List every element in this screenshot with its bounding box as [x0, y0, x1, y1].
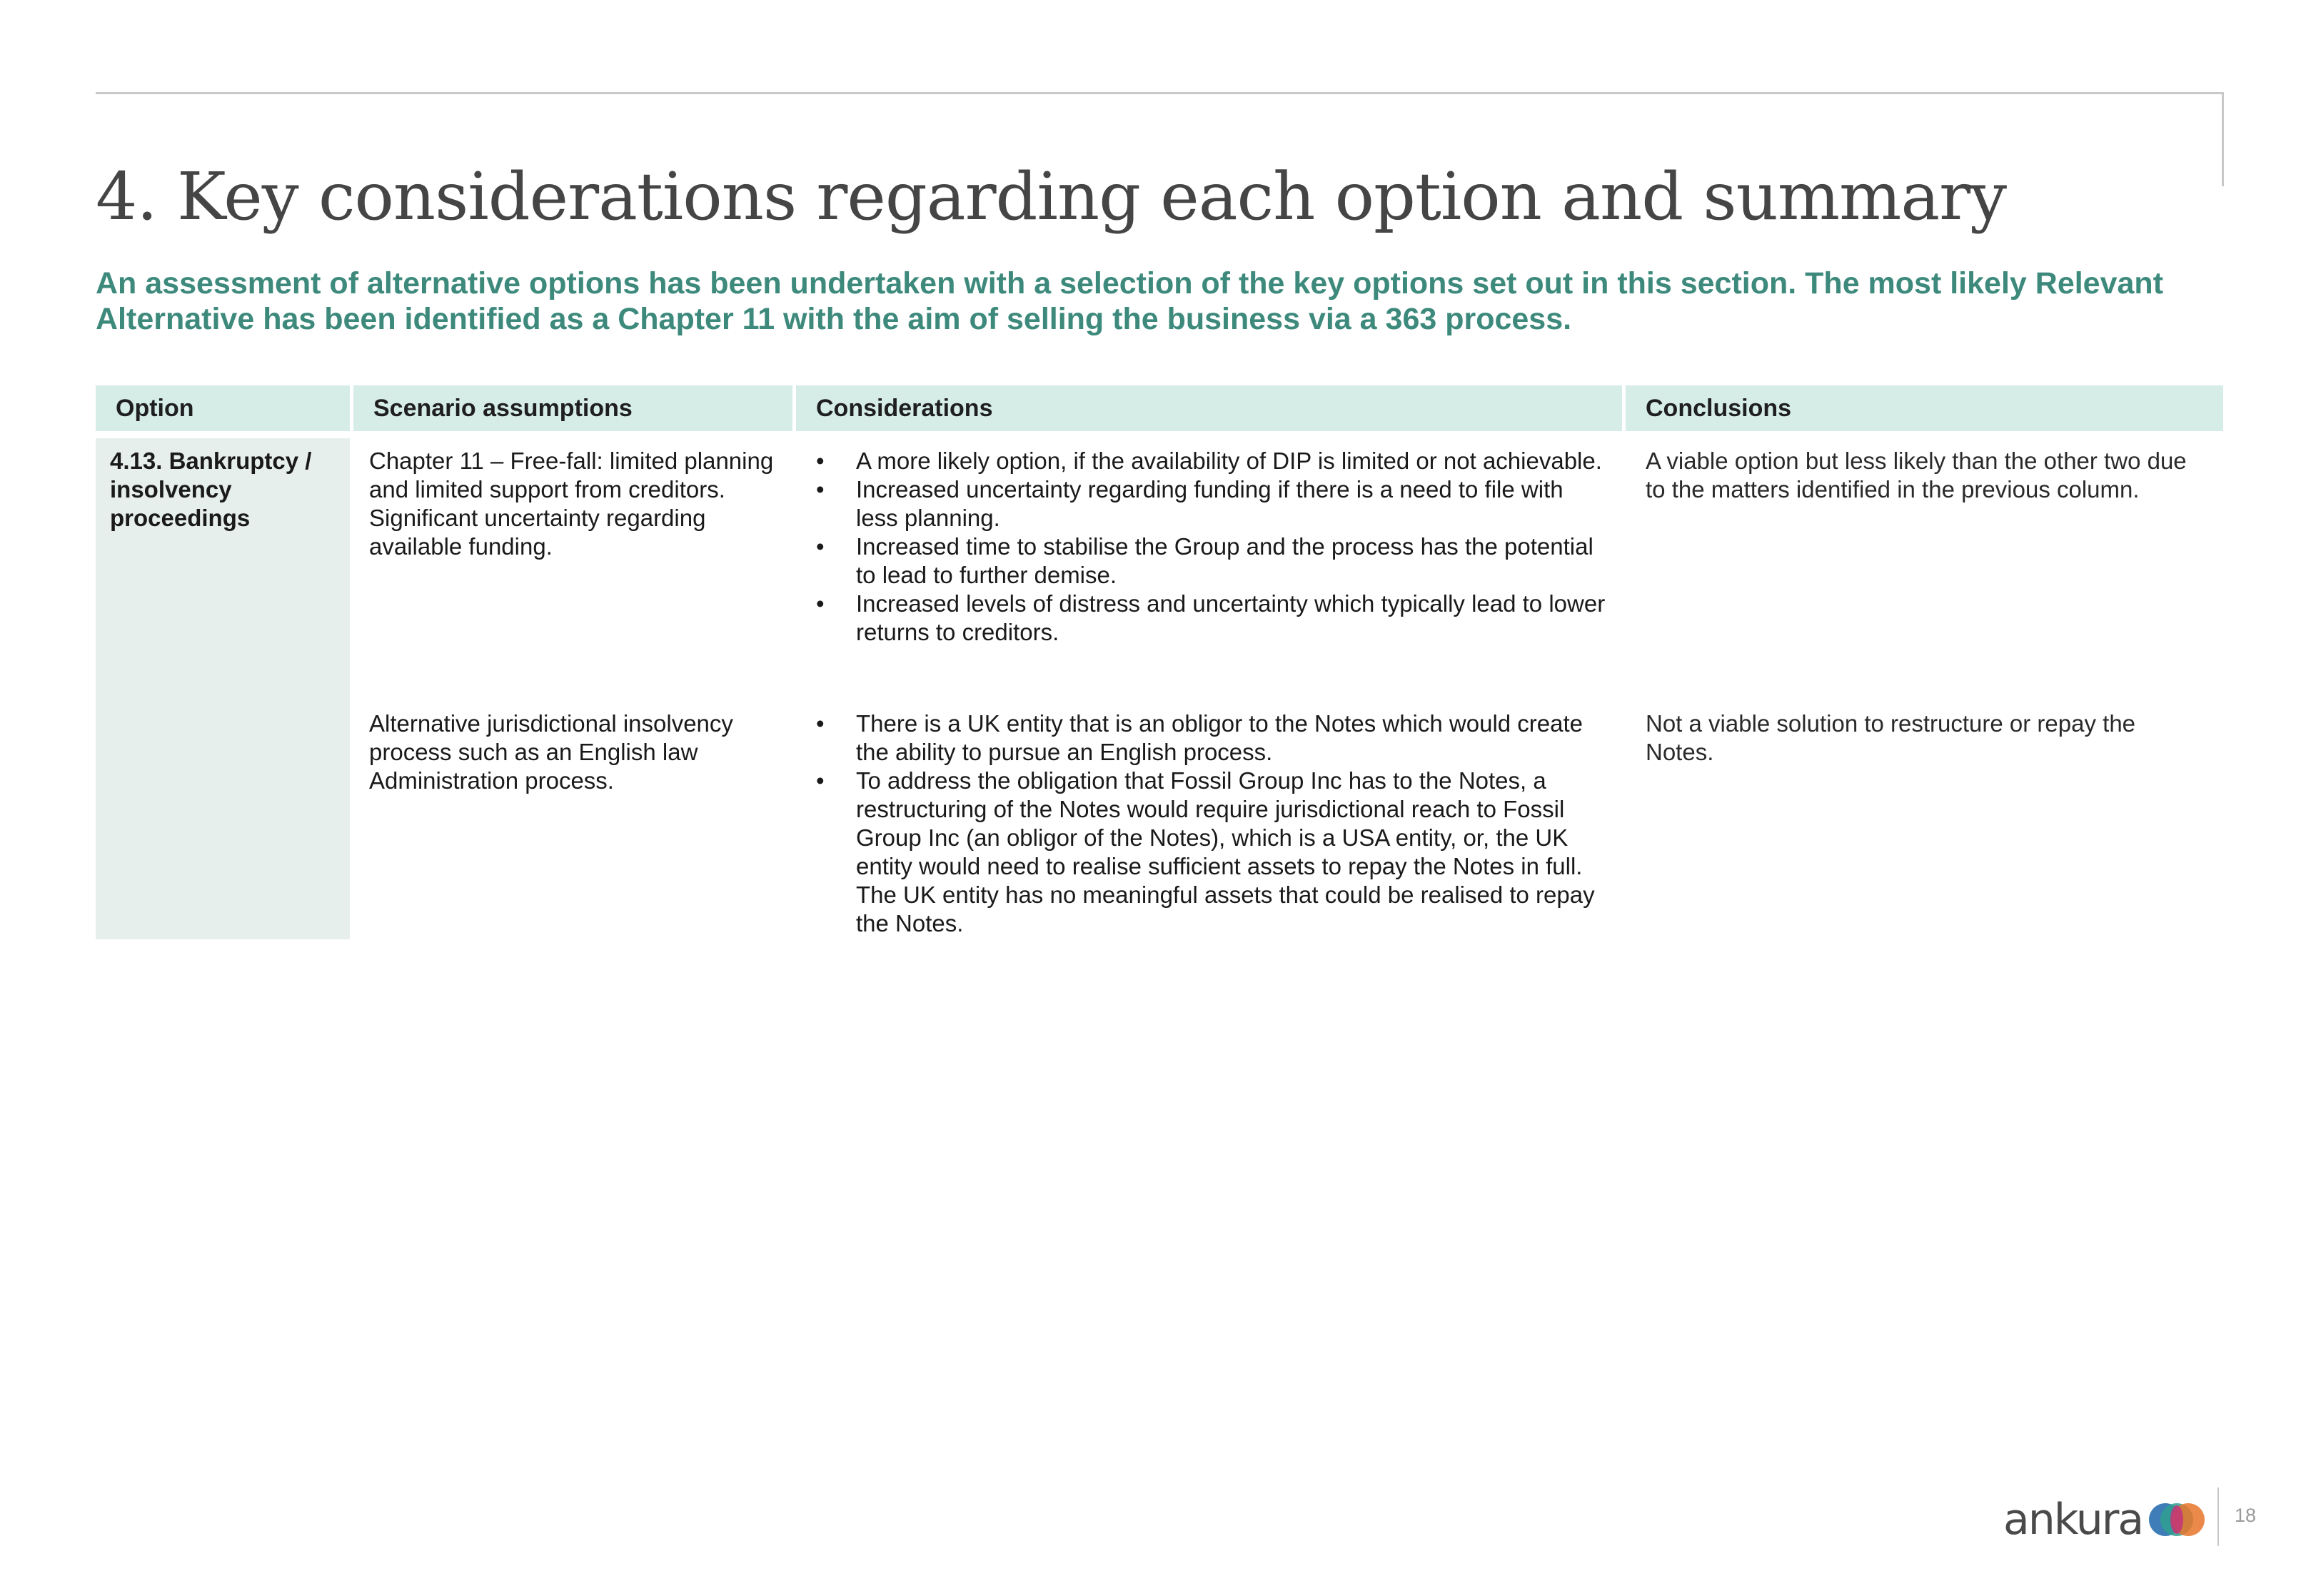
considerations-cell	[796, 697, 1626, 939]
table-header-row	[96, 385, 2223, 431]
consideration-item: • There is a UK entity that is an obligor to the Notes which would create the ability to pursue an English process.	[816, 709, 1610, 767]
consideration-item: • Increased time to stabilise the Group and the process has the potential to lead to further demise.	[816, 532, 1610, 590]
conclusion-cell: A viable option but less likely than the other two due to the matters identified in the previous column.	[1646, 448, 2187, 502]
page-subtitle: An assessment of alternative options has been undertaken with a selection of the key options set out in this section. The most likely Relevant Alternative has been identified as a Chapter 11 with the aim of selling the business via a 363 process.	[96, 266, 2164, 336]
table-row	[96, 697, 2223, 939]
consideration-item: • A more likely option, if the availability of DIP is limited or not achievable.	[816, 447, 1610, 475]
logo-wordmark: ankura	[2003, 1495, 2143, 1545]
table-row	[96, 438, 2223, 697]
options-table	[96, 385, 2223, 939]
consideration-item: • To address the obligation that Fossil Group Inc has to the Notes, a restructuring of the Notes would require jurisdictional reach to Fossil Group Inc (an obligor of the Notes), which is a USA entity, or, the UK entity would need to realise sufficient assets to repay the Notes in full. The UK entity has no meaningful assets that could be realised to repay the Notes.	[816, 767, 1610, 938]
footer-divider	[2217, 1488, 2219, 1546]
column-header-option: Option	[96, 385, 353, 431]
scenario-assumption-cell: Chapter 11 – Free-fall: limited planning and limited support from creditors. Significant uncertainty regarding available funding.	[369, 448, 774, 560]
column-header-conclusions: Conclusions	[1626, 385, 2223, 431]
scenario-assumption-cell: Alternative jurisdictional insolvency process such as an English law Administration process.	[369, 710, 733, 794]
right-divider	[2222, 92, 2224, 186]
conclusion-cell: Not a viable solution to restructure or repay the Notes.	[1646, 710, 2136, 765]
consideration-item: • Increased uncertainty regarding funding if there is a need to file with less planning.	[816, 475, 1610, 532]
option-cell: 4.13. Bankruptcy / insolvency proceedings	[96, 438, 353, 939]
column-header-scenario-assumptions: Scenario assumptions	[353, 385, 796, 431]
page-title: 4. Key considerations regarding each option and summary	[96, 158, 2007, 235]
considerations-list	[816, 709, 1610, 938]
considerations-cell	[796, 438, 1626, 697]
considerations-list	[816, 447, 1610, 647]
top-divider	[96, 92, 2223, 94]
column-header-considerations: Considerations	[796, 385, 1626, 431]
consideration-item: • Increased levels of distress and uncertainty which typically lead to lower returns to creditors.	[816, 590, 1610, 647]
page-number: 18	[2235, 1505, 2257, 1526]
ankura-logo-icon	[2147, 1497, 2207, 1542]
ankura-logo	[2003, 1495, 2207, 1545]
